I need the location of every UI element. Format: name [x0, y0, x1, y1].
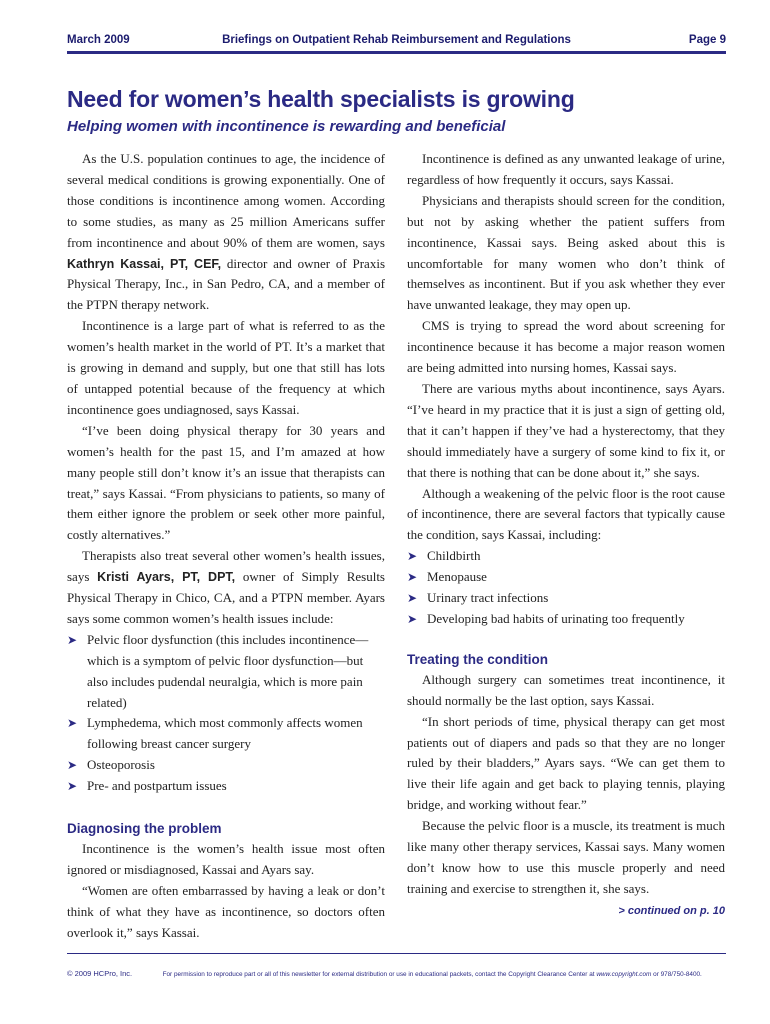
- footer-divider: [67, 953, 726, 954]
- paragraph: “I’ve been doing physical therapy for 30 years and women’s health for the past 15, and I’m amazed at how many people still don’t know it’s an issue that therapists can treat,” says Kassai. “From physicians to patients, so many of them either ignore the problem or seek other more painful, costly alternatives.”: [67, 422, 385, 543]
- paragraph: Therapists also treat several other women’s health issues, says Kristi Ayars, PT, DPT, owner of Simply Results Physical Therapy in Chico, CA, and a PTPN member. Ayars says some common women’s health issues include:: [67, 548, 385, 626]
- copyright-notice: © 2009 HCPro, Inc.: [67, 969, 133, 978]
- arrowhead-bullet-icon: ➤: [67, 632, 78, 647]
- arrowhead-bullet-icon: ➤: [407, 611, 418, 626]
- list-item: ➤ Childbirth: [407, 546, 725, 567]
- list-item: ➤ Urinary tract infections: [407, 588, 725, 609]
- arrowhead-bullet-icon: ➤: [407, 570, 418, 585]
- arrowhead-bullet-icon: ➤: [407, 549, 418, 564]
- list-item: ➤ Pelvic floor dysfunction (this includes incontinence—which is a symptom of pelvic floor dysfunction—but also includes pudendal neuralgia, which is more pain related): [67, 631, 369, 710]
- paragraph: Incontinence is defined as any unwanted leakage of urine, regardless of how frequently it occurs, says Kassai.: [407, 151, 725, 187]
- publication-title: Briefings on Outpatient Rehab Reimbursement and Regulations: [222, 34, 571, 46]
- page-number: Page 9: [688, 34, 726, 46]
- continued-link[interactable]: > continued on p. 10: [618, 904, 725, 917]
- article-title: Need for women’s health specialists is growing: [67, 86, 575, 112]
- left-column: [67, 149, 385, 944]
- arrowhead-bullet-icon: ➤: [67, 758, 78, 773]
- list-item: ➤ Menopause: [407, 567, 725, 588]
- list-item: ➤ Developing bad habits of urinating too frequently: [407, 609, 725, 630]
- paragraph: Incontinence is a large part of what is referred to as the women’s health market in the world of PT. It’s a market that is growing in demand and supply, but one that still has lots of untapped potential because of the frequency at which incontinence goes undiagnosed, says Kassai.: [67, 318, 385, 417]
- paragraph: “Women are often embarrassed by having a leak or don’t think of what they have as incontinence, so doctors often overlook it,” says Kassai.: [67, 882, 385, 940]
- person-name: Kathryn Kassai, PT, CEF,: [67, 256, 222, 271]
- arrowhead-bullet-icon: ➤: [407, 591, 418, 606]
- section-heading: Diagnosing the problem: [67, 821, 222, 837]
- paragraph: Although a weakening of the pelvic floor is the root cause of incontinence, there are several factors that typically cause the condition, says Kassai, including:: [407, 485, 725, 543]
- list-item: ➤ Osteoporosis: [67, 755, 385, 776]
- paragraph: “In short periods of time, physical therapy can get most patients out of diapers and pads so that they are no longer ruled by their bladders,” Ayars says. “We can get them to live their life again and get back to playing tennis, playing bridge, and working without fear.”: [407, 713, 725, 813]
- bullet-list: [67, 630, 385, 797]
- issue-date: March 2009: [67, 34, 130, 46]
- list-item: ➤ Lymphedema, which most commonly affects women following breast cancer surgery: [67, 715, 363, 752]
- person-name: Kristi Ayars, PT, DPT,: [97, 570, 236, 585]
- header-divider: [67, 51, 726, 54]
- copyright-link[interactable]: www.copyright.com: [596, 971, 652, 978]
- permission-notice: For permission to reproduce part or all of this newsletter for external distribution or use in educational packets, contact the Copyright Clearance Center at www.copyright.com or 978/750-8400.: [162, 971, 702, 978]
- paragraph: Physicians and therapists should screen for the condition, but not by asking whether the patient suffers from incontinence, Kassai says. Being asked about this is uncomfortable for many women who don’t think of themselves as incontinent. But if you ask whether they ever have unwanted leakage, they may open up.: [407, 192, 725, 313]
- arrowhead-bullet-icon: ➤: [67, 779, 78, 794]
- running-header: [67, 34, 726, 48]
- section-heading: Treating the condition: [407, 651, 548, 667]
- paragraph: There are various myths about incontinence, says Ayars. “I’ve heard in my practice that it is just a sign of getting old, that it can’t happen if they’ve had a hysterectomy, that they should immediately have a surgery of some kind to fix it, or that there is nothing that can be done about it,” she says.: [407, 380, 725, 480]
- paragraph: CMS is trying to spread the word about screening for incontinence because it has become a major reason women are being admitted into nursing homes, Kassai says.: [407, 318, 725, 376]
- paragraph: Incontinence is the women’s health issue most often ignored or misdiagnosed, Kassai and Ayars say.: [67, 841, 385, 877]
- list-item: ➤ Pre- and postpartum issues: [67, 776, 385, 797]
- paragraph: Although surgery can sometimes treat incontinence, it should normally be the last option, says Kassai.: [407, 671, 725, 708]
- paragraph: Because the pelvic floor is a muscle, its treatment is much like many other therapy services, Kassai says. Many women don’t know how to use this muscle properly and need training and exercise to strengthen it, she says.: [407, 818, 725, 896]
- paragraph: As the U.S. population continues to age, the incidence of several medical conditions is growing exponentially. One of those conditions is incontinence among women. According to some studies, as many as 25 million Americans suffer from incontinence and about 90% of them are women, says Kathryn Kassai, PT, CEF, director and owner of Praxis Physical Therapy, Inc., in San Pedro, CA, and a member of the PTPN therapy network.: [67, 151, 385, 313]
- page-footer: [67, 963, 727, 981]
- bullet-list: [407, 546, 725, 630]
- right-column: [407, 149, 725, 922]
- arrowhead-bullet-icon: ➤: [67, 716, 78, 731]
- article-subtitle: Helping women with incontinence is rewarding and beneficial: [67, 118, 506, 135]
